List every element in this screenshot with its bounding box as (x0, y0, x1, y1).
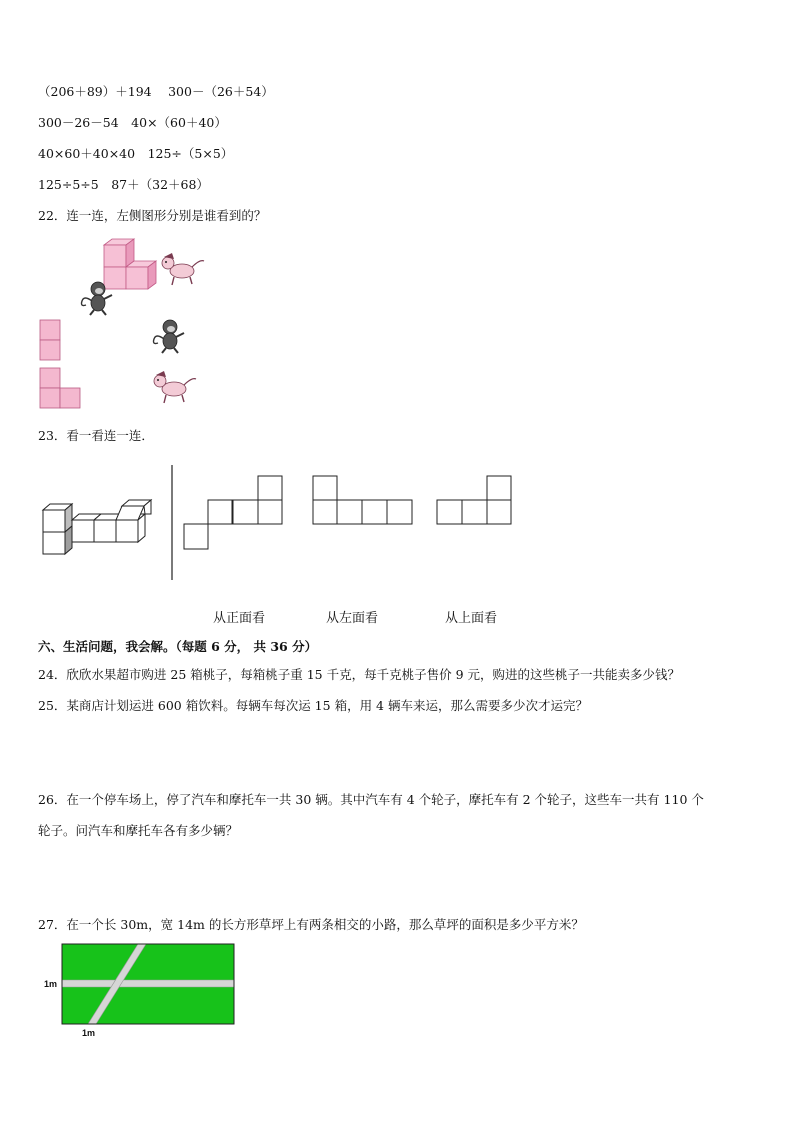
q23-figure (0, 460, 794, 600)
calc-line-1: （206＋89）＋194 300－（26＋54） (38, 84, 274, 99)
calc-line-3: 40×60＋40×40 125÷（5×5） (38, 146, 234, 161)
question-25: 25．某商店计划运进 600 箱饮料。每辆车每次运 15 箱，用 4 辆车来运，那么需要多少次才运完？ (38, 698, 588, 713)
label-front-view: 从正面看 (213, 611, 266, 626)
label-path-width-bottom: 1m (82, 1028, 96, 1038)
monkey-option-icon (154, 320, 185, 353)
question-23: 23．看一看连一连． (38, 428, 154, 443)
q27-lawn-figure (62, 944, 262, 1034)
q22-view-b (40, 368, 80, 408)
question-24: 24．欣欣水果超市购进 25 箱桃子，每箱桃子重 15 千克，每千克桃子售价 9 元，购进的这些桃子一共能卖多少钱？ (38, 667, 681, 682)
calc-line-2: 300－26－54 40×（60＋40） (38, 115, 227, 130)
calc-line-4: 125÷5÷5 87＋（32＋68） (38, 177, 209, 192)
q22-view-a (40, 320, 60, 360)
q23-view-1 (184, 476, 282, 549)
dog-icon (162, 253, 204, 285)
label-top-view: 从上面看 (445, 611, 498, 626)
question-22: 22．连一连，左侧图形分别是谁看到的？ (38, 208, 267, 223)
question-27: 27．在一个长 30m，宽 14m 的长方形草坪上有两条相交的小路，那么草坪的面积是多少平方米？ (38, 917, 584, 932)
q23-view-2 (313, 476, 412, 524)
q22-figure (0, 235, 794, 435)
question-26-line-1: 26．在一个停车场上，停了汽车和摩托车一共 30 辆。其中汽车有 4 个轮子，摩托车有 2 个轮子，这些车一共有 110 个 (38, 792, 704, 807)
q23-view-3 (437, 476, 511, 524)
horizontal-path (62, 980, 234, 987)
dog-option-icon (154, 371, 196, 403)
q23-cube-assembly (43, 500, 151, 554)
label-left-view: 从左面看 (326, 611, 379, 626)
label-path-width-side: 1m (44, 979, 58, 989)
section-6-title: 六、生活问题，我会解。（每题 6 分， 共 36 分） (38, 639, 318, 654)
q22-cube-block (104, 239, 156, 289)
question-26-line-2: 轮子。问汽车和摩托车各有多少辆？ (38, 823, 239, 838)
